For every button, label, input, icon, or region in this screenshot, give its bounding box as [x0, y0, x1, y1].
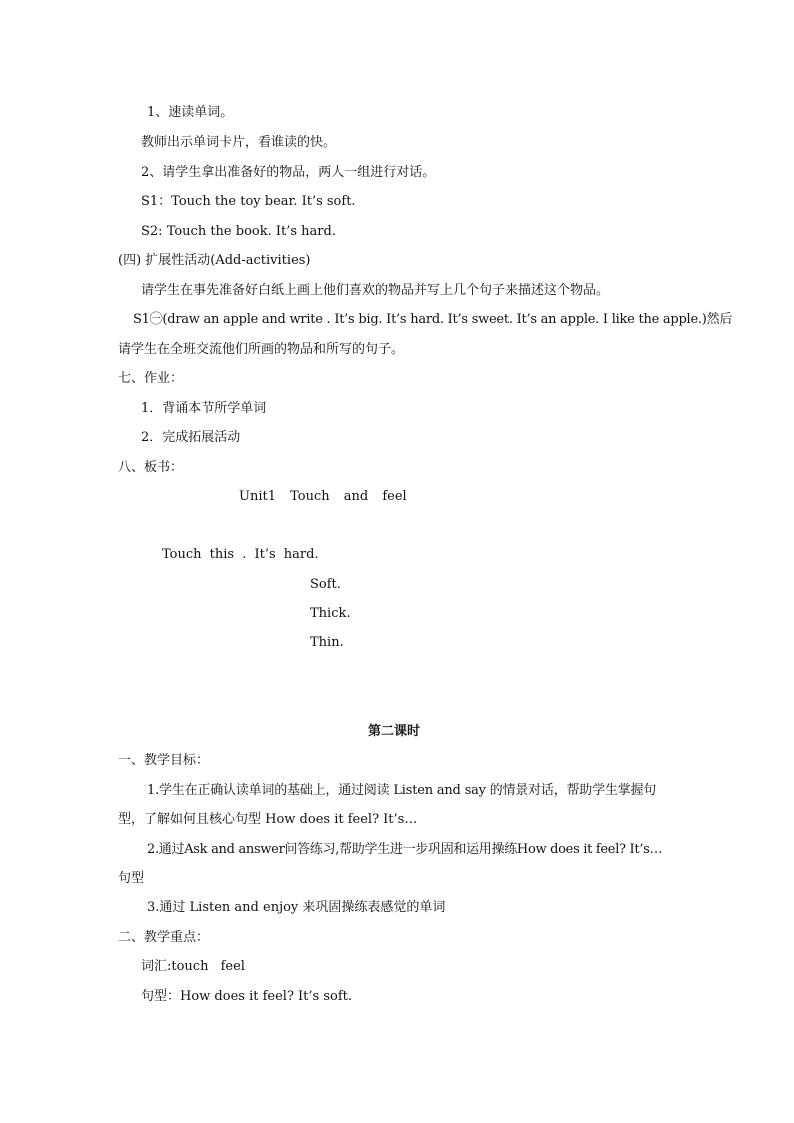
board-line: Thin.: [310, 635, 344, 650]
text-line: S2: Touch the book. It’s hard.: [141, 224, 336, 239]
board-line: Thick.: [310, 606, 351, 621]
text-line: 型，了解如何且核心句型 How does it feel? It’s…: [118, 812, 418, 827]
board-line: Soft.: [310, 577, 341, 592]
text-line: 词汇:touch feel: [141, 959, 245, 974]
text-line: 2．完成拓展活动: [141, 430, 241, 445]
board-line: Touch this . It’s hard.: [162, 547, 319, 562]
text-line: 教师出示单词卡片，看谁读的快。: [141, 135, 337, 150]
text-line: 3.通过 Listen and enjoy 来巩固操练表感觉的单词: [147, 900, 446, 915]
text-line: 句型：How does it feel? It’s soft.: [141, 989, 353, 1004]
text-line: 2、请学生拿出准备好的物品，两人一组进行对话。: [141, 165, 436, 180]
text-line: S1：Touch the toy bear. It’s soft.: [141, 194, 356, 209]
section-heading: 八、板书：: [118, 460, 184, 475]
section-heading: 七、作业：: [118, 371, 184, 386]
lesson-title: 第二课时: [368, 724, 421, 739]
text-line: S1㊀(draw an apple and write . It’s big. It’s hard. It’s sweet. It’s an apple. I like the apple.)然后: [133, 312, 733, 327]
board-title: Unit1 Touch and feel: [239, 489, 407, 504]
section-heading: 二、教学重点：: [118, 930, 210, 945]
section-heading: 一、教学目标：: [118, 753, 210, 768]
text-line: 句型: [118, 871, 145, 886]
section-heading: (四) 扩展性活动(Add-activities): [118, 253, 311, 268]
text-line: 1、速读单词。: [147, 105, 234, 120]
text-line: 请学生在全班交流他们所画的物品和所写的句子。: [118, 342, 405, 357]
text-line: 请学生在事先准备好白纸上画上他们喜欢的物品并写上几个句子来描述这个物品。: [141, 283, 610, 298]
text-line: 2.通过Ask and answer问答练习,帮助学生进一步巩固和运用操练How does it feel? It’s…: [147, 842, 663, 857]
text-line: 1．背诵本节所学单词: [141, 401, 267, 416]
text-line: 1.学生在正确认读单词的基础上，通过阅读 Listen and say 的情景对话，帮助学生掌握句: [147, 783, 657, 798]
